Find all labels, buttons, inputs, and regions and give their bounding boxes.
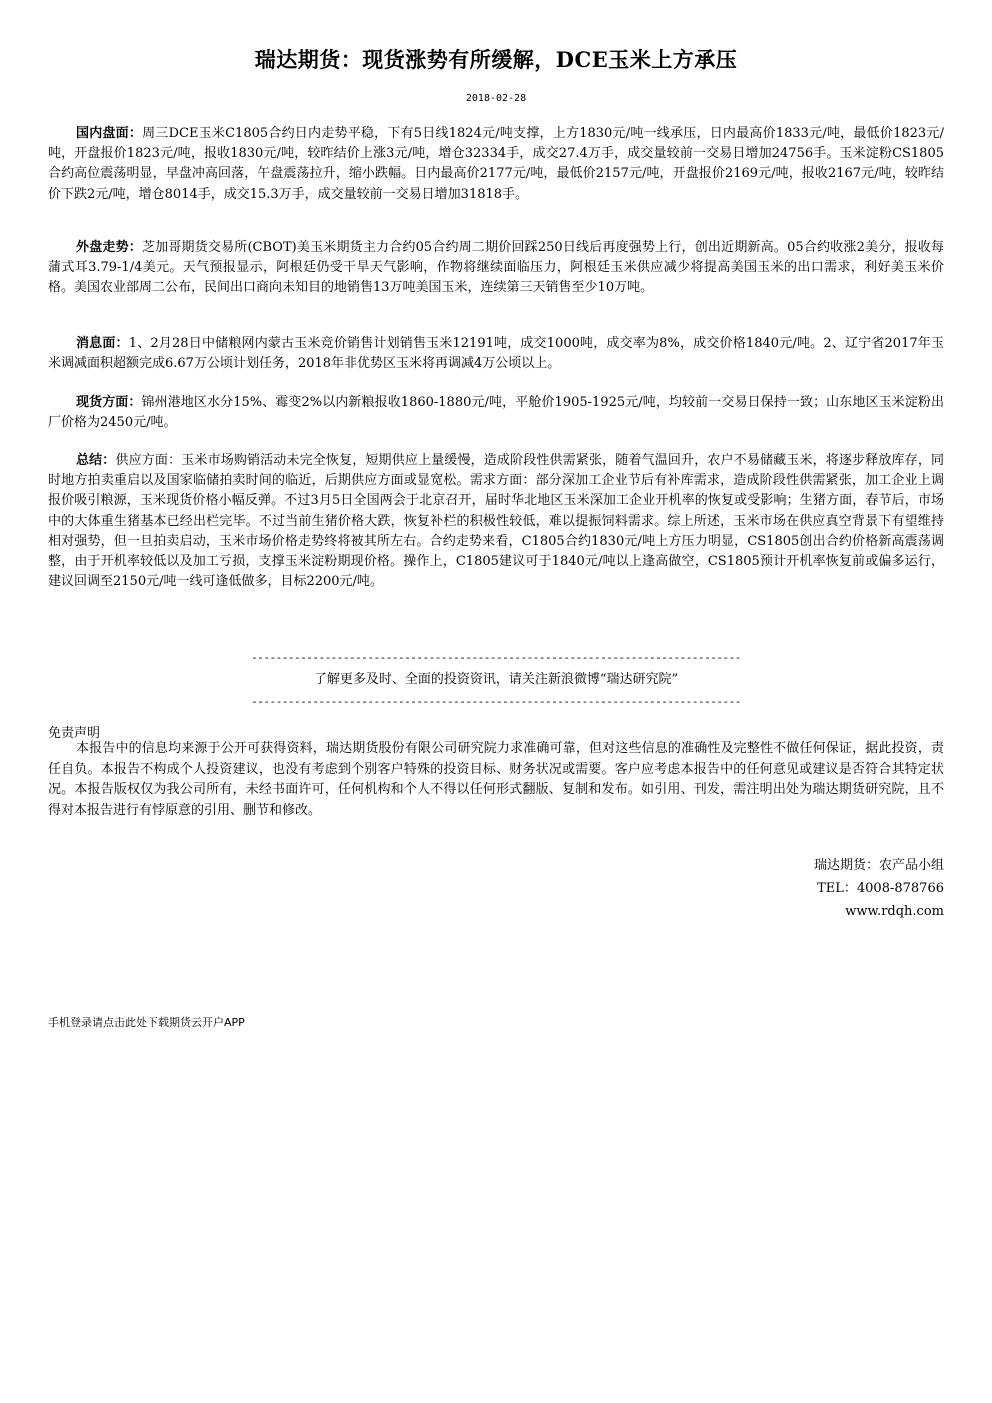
domestic-market-heading: 国内盘面： [76, 126, 143, 141]
summary-paragraph [48, 451, 944, 592]
promo-divider-top: -------------------------------------------------------------------------------- [251, 651, 741, 664]
disclaimer-title: 免责声明 [48, 726, 101, 741]
disclaimer-text: 本报告中的信息均来源于公开可获得资料，瑞达期货股份有限公司研究院力求准确可靠，但对这些信息的准确性及完整性不做任何保证，据此投资，责任自负。本报告不构成个人投资建议，也没有考虑到个别客户特殊的投资目标、财务状况或需要。客户应考虑本报告中的任何意见或建议是否符合其特定状况。本报告版权仅为我公司所有，未经书面许可，任何机构和个人不得以任何形式翻版、复制和发布。如引用、刊发，需注明出处为瑞达期货研究院，且不得对本报告进行有悖原意的引用、删节和修改。 [48, 741, 944, 818]
promo-divider-bottom: -------------------------------------------------------------------------------- [251, 695, 741, 708]
foreign-market-text: 芝加哥期货交易所(CBOT)美玉米期货主力合约05合约周二期价回踩250日线后再度强势上行，创出近期新高。05合约收涨2美分，报收每蒲式耳3.79-1/4美元。天气预报显示，阿根廷仍受干旱天气影响，作物将继续面临压力，阿根廷玉米供应减少将提高美国玉米的出口需求，利好美玉米价格。美国农业部周二公布，民间出口商向未知目的地销售13万吨美国玉米，连续第三天销售至少10万吨。 [48, 240, 944, 296]
spot-market-paragraph [48, 393, 944, 433]
app-download-link[interactable]: 手机登录请点击此处下载期货云开户APP [48, 1016, 245, 1029]
news-text: 1、2月28日中储粮网内蒙古玉米竞价销售计划销售玉米12191吨，成交1000吨，成交率为8%，成交价格1840元/吨。2、辽宁省2017年玉米调减面积超额完成6.67万公顷计划任务，2018年非优势区玉米将再调减4万公顷以上。 [48, 336, 944, 372]
signature-company: 瑞达期货：农产品小组 [813, 858, 944, 873]
signature-block [814, 854, 944, 923]
summary-text: 供应方面：玉米市场购销活动未完全恢复，短期供应上量缓慢，造成阶段性供需紧张，随着气温回升，农户不易储藏玉米，将逐步释放库存，同时地方拍卖重启以及国家临储拍卖时间的临近，后期供应方面或显宽松。需求方面：部分深加工企业节后有补库需求，造成阶段性供需紧张，加工企业上调报价吸引粮源，玉米现货价格小幅反弹。不过3月5日全国两会于北京召开，届时华北地区玉米深加工企业开机率的恢复或受影响；生猪方面，春节后，市场中的大体重生猪基本已经出栏完毕。不过当前生猪价格大跌，恢复补栏的积极性较低，难以提振饲料需求。综上所述，玉米市场在供应真空背景下有望维持相对强势，但一旦拍卖启动，玉米市场价格走势终将被其所左右。合约走势来看，C1805合约1830元/吨上方压力明显，CS1805创出合约价格新高震荡调整，由于开机率较低以及加工亏损，支撑玉米淀粉期现价格。操作上，C1805建议可于1840元/吨以上逢高做空，CS1805预计开机率恢复前或偏多运行，建议回调至2150元/吨一线可逢低做多，目标2200元/吨。 [48, 453, 944, 590]
signature-website[interactable]: www.rdqh.com [845, 904, 944, 919]
promo-block [0, 648, 992, 712]
promo-text: 了解更多及时、全面的投资资讯，请关注新浪微博“瑞达研究院” [313, 672, 679, 687]
domestic-market-paragraph [48, 124, 944, 205]
summary-heading: 总结： [76, 453, 116, 468]
signature-tel: TEL：4008-878766 [817, 881, 944, 896]
news-paragraph [48, 334, 944, 374]
spot-market-heading: 现货方面： [76, 395, 142, 410]
report-title: 瑞达期货：现货涨势有所缓解，DCE玉米上方承压 [254, 47, 738, 72]
report-date: 2018-02-28 [465, 93, 527, 104]
news-heading: 消息面： [76, 336, 129, 351]
foreign-market-paragraph [48, 238, 944, 299]
spot-market-text: 锦州港地区水分15%、霉变2%以内新粮报收1860-1880元/吨，平舱价1905-1925元/吨，均较前一交易日保持一致；山东地区玉米淀粉出厂价格为2450元/吨。 [48, 395, 944, 431]
foreign-market-heading: 外盘走势： [76, 240, 142, 255]
domestic-market-text: 周三DCE玉米C1805合约日内走势平稳，下有5日线1824元/吨支撑，上方1830元/吨一线承压，日内最高价1833元/吨，最低价1823元/吨，开盘报价1823元/吨，报收1830元/吨，较昨结价上涨3元/吨，增仓32334手，成交27.4万手，成交量较前一交易日增加24756手。玉米淀粉CS1805合约高位震荡明显，早盘冲高回落，午盘震荡拉升，缩小跌幅。日内最高价2177元/吨，最低价2157元/吨，开盘报价2169元/吨，报收2167元/吨，较昨结价下跌2元/吨，增仓8014手，成交15.3万手，成交量较前一交易日增加31818手。 [48, 126, 944, 202]
